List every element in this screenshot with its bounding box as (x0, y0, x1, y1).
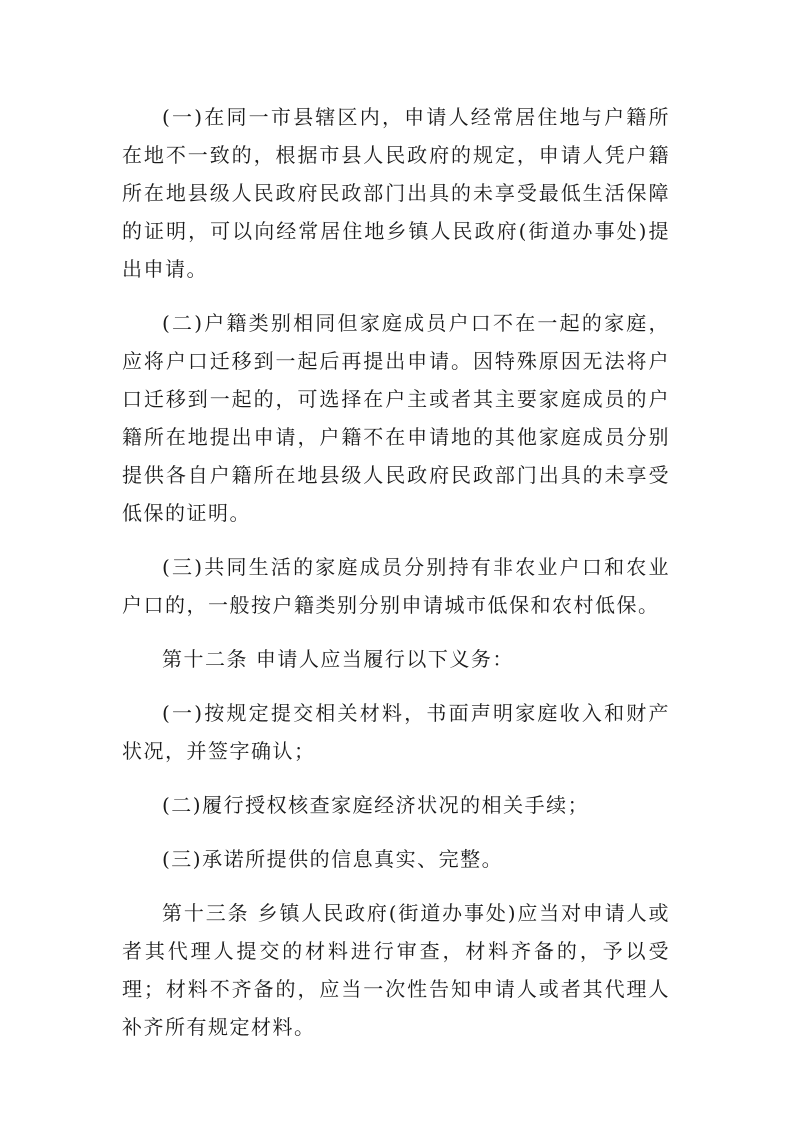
obligation-item-3: (三)承诺所提供的信息真实、完整。 (162, 847, 504, 871)
document-body (122, 98, 670, 1062)
obligation-item-2: (二)履行授权核查家庭经济状况的相关手续； (162, 793, 590, 817)
paragraph-same-jurisdiction: (一)在同一市县辖区内，申请人经常居住地与户籍所在地不一致的，根据市县人民政府的规定，申请人凭户籍所在地县级人民政府民政部门出具的未享受最低生活保障的证明，可以向经常居住地乡镇人民政府(街道办事处)提出申请。 (122, 105, 670, 281)
article-12-heading: 第十二条 申请人应当履行以下义务： (162, 647, 514, 671)
obligation-item-1: (一)按规定提交相关材料，书面声明家庭收入和财产状况，并签字确认； (122, 701, 670, 763)
article-13-paragraph: 第十三条 乡镇人民政府(街道办事处)应当对申请人或者其代理人提交的材料进行审查，材料齐备的，予以受理；材料不齐备的，应当一次性告知申请人或者其代理人补齐所有规定材料。 (122, 901, 670, 1039)
paragraph-mixed-household-type: (三)共同生活的家庭成员分别持有非农业户口和农业户口的，一般按户籍类别分别申请城市低保和农村低保。 (122, 555, 670, 617)
paragraph-same-household-type: (二)户籍类别相同但家庭成员户口不在一起的家庭，应将户口迁移到一起后再提出申请。因特殊原因无法将户口迁移到一起的，可选择在户主或者其主要家庭成员的户籍所在地提出申请，户籍不在申请地的其他家庭成员分别提供各自户籍所在地县级人民政府民政部门出具的未享受低保的证明。 (122, 311, 670, 525)
